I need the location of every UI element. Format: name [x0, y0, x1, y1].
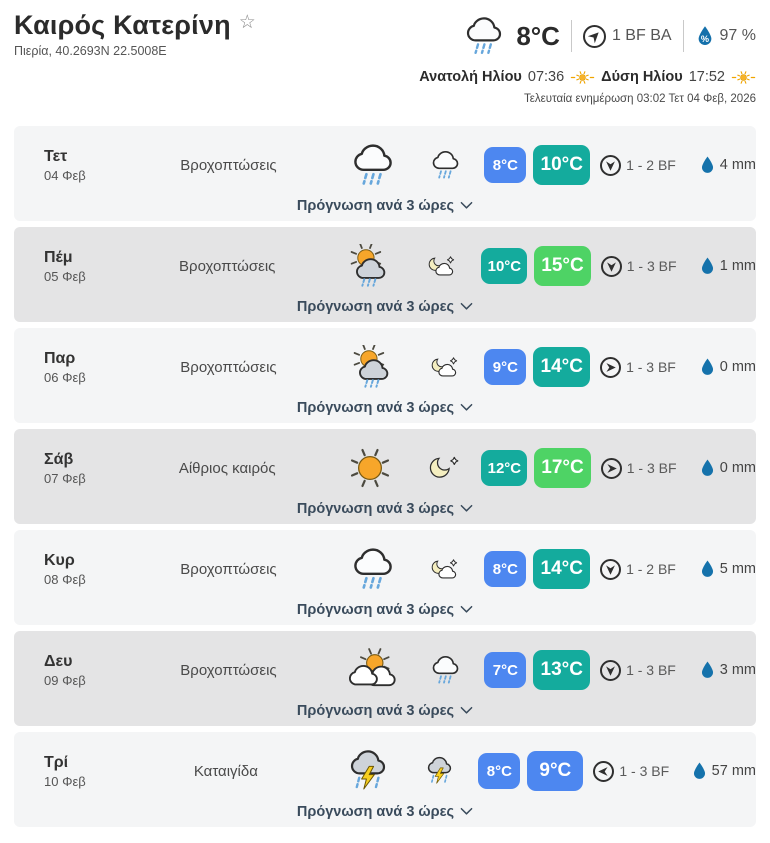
condition-text: Βροχοπτώσεις — [180, 661, 277, 679]
precipitation-amount: 0 mm — [719, 460, 756, 476]
precipitation-amount: 4 mm — [719, 157, 757, 173]
three-hour-forecast-toggle[interactable] — [14, 703, 756, 719]
three-hour-forecast-label: Πρόγνωση ανά 3 ώρες — [296, 299, 455, 315]
day-label-block — [14, 552, 130, 587]
forecast-day-row — [14, 328, 756, 423]
day-date: 06 Φεβ — [44, 369, 86, 385]
sunset-time: 17:52 — [688, 69, 725, 85]
min-temp-badge: 8°C — [484, 147, 526, 183]
day-date: 08 Φεβ — [44, 571, 86, 587]
precipitation-amount: 1 mm — [719, 258, 756, 274]
rain-icon — [419, 150, 473, 180]
page-title: Καιρός Κατερίνη — [14, 10, 231, 40]
raindrop-icon — [699, 357, 716, 377]
chevron-down-icon — [460, 299, 473, 315]
forecast-day-row — [14, 126, 756, 221]
forecast-day-row — [14, 429, 756, 524]
max-temp-badge: 9°C — [527, 751, 583, 791]
precipitation-amount: 0 mm — [719, 359, 757, 375]
chevron-down-icon — [460, 501, 473, 517]
sun-cloud-icon — [327, 648, 419, 692]
header — [14, 10, 756, 122]
sun-times — [419, 69, 756, 85]
day-date: 09 Φεβ — [44, 672, 86, 688]
three-hour-forecast-label: Πρόγνωση ανά 3 ώρες — [296, 501, 455, 517]
min-temp-badge: 8°C — [478, 753, 520, 789]
three-hour-forecast-label: Πρόγνωση ανά 3 ώρες — [296, 198, 455, 214]
three-hour-forecast-label: Πρόγνωση ανά 3 ώρες — [296, 400, 455, 416]
min-temp-badge: 12°C — [481, 450, 527, 486]
last-updated: Τελευταία ενημέρωση 03:02 Τετ 04 Φεβ, 2026 — [524, 93, 756, 105]
max-temp-badge: 10°C — [533, 145, 590, 185]
svg-text:%: % — [700, 33, 709, 44]
condition-text: Βροχοπτώσεις — [180, 560, 277, 578]
chevron-down-icon — [460, 400, 473, 416]
rain-icon — [419, 655, 473, 685]
max-temp-badge: 15°C — [534, 246, 590, 286]
condition-text: Καταιγίδα — [193, 762, 258, 780]
divider — [571, 20, 572, 52]
wind-speed: 1 - 2 BF — [626, 157, 676, 173]
moon-cloud-icon — [419, 554, 473, 584]
chevron-down-icon — [460, 198, 473, 214]
sunrise-label: Ανατολή Ηλίου — [419, 69, 522, 85]
three-hour-forecast-toggle[interactable] — [14, 400, 756, 416]
location-block — [14, 10, 256, 58]
wind-compass-icon — [583, 25, 606, 48]
wind-direction-icon — [601, 458, 622, 479]
day-name: Παρ — [44, 349, 76, 367]
rain-icon — [327, 547, 419, 591]
favorite-star-icon[interactable]: ☆ — [238, 12, 256, 33]
sunset-label: Δύση Ηλίου — [601, 69, 683, 85]
wind-speed: 1 - 2 BF — [626, 561, 676, 577]
wind-direction-icon — [600, 559, 621, 580]
wind-direction-icon — [600, 357, 621, 378]
day-label-block — [14, 451, 130, 486]
sun-icon — [325, 446, 416, 490]
divider — [683, 20, 684, 52]
three-hour-forecast-label: Πρόγνωση ανά 3 ώρες — [296, 602, 455, 618]
forecast-list — [14, 126, 756, 827]
current-conditions — [462, 16, 756, 56]
current-wind: 1 BF ΒΑ — [611, 27, 672, 44]
wind-speed: 1 - 3 BF — [626, 662, 676, 678]
precipitation-amount: 57 mm — [711, 763, 756, 779]
day-name: Τρί — [44, 753, 69, 771]
moon-icon — [416, 453, 469, 483]
wind-direction-icon — [601, 256, 622, 277]
current-humidity: 97 % — [719, 27, 756, 44]
day-label-block — [14, 148, 130, 183]
day-name: Τετ — [44, 147, 68, 165]
raindrop-icon — [699, 660, 716, 680]
sunset-sun-icon — [731, 70, 756, 85]
precipitation-amount: 5 mm — [719, 561, 757, 577]
wind-speed: 1 - 3 BF — [626, 258, 677, 274]
storm-icon — [413, 756, 466, 786]
three-hour-forecast-label: Πρόγνωση ανά 3 ώρες — [296, 804, 455, 820]
max-temp-badge: 14°C — [533, 549, 590, 589]
precipitation-amount: 3 mm — [719, 662, 757, 678]
condition-text: Βροχοπτώσεις — [180, 156, 277, 174]
moon-cloud-icon — [416, 251, 469, 281]
wind-direction-icon — [600, 660, 621, 681]
raindrop-icon — [699, 256, 716, 276]
forecast-day-row — [14, 631, 756, 726]
raindrop-icon — [699, 155, 716, 175]
current-temperature: 8°C — [516, 20, 560, 51]
condition-text: Βροχοπτώσεις — [180, 358, 277, 376]
day-name: Δευ — [44, 652, 73, 670]
three-hour-forecast-toggle[interactable] — [14, 299, 756, 315]
sunrise-time: 07:36 — [527, 69, 565, 85]
rain-icon — [327, 143, 419, 187]
condition-text: Βροχοπτώσεις — [179, 257, 276, 275]
wind-speed: 1 - 3 BF — [626, 460, 677, 476]
min-temp-badge: 9°C — [484, 349, 526, 385]
chevron-down-icon — [460, 602, 473, 618]
wind-direction-icon — [600, 155, 621, 176]
max-temp-badge: 14°C — [533, 347, 590, 387]
three-hour-forecast-label: Πρόγνωση ανά 3 ώρες — [296, 703, 455, 719]
condition-text: Αίθριος καιρός — [178, 459, 276, 477]
day-label-block — [14, 754, 129, 789]
min-temp-badge: 8°C — [484, 551, 526, 587]
sunrise-sun-icon — [570, 70, 595, 85]
day-label-block — [14, 350, 130, 385]
wind-direction-icon — [593, 761, 614, 782]
rain-cloud-icon — [462, 16, 506, 56]
max-temp-badge: 17°C — [534, 448, 590, 488]
raindrop-icon — [691, 761, 708, 781]
min-temp-badge: 7°C — [484, 652, 526, 688]
current-conditions-block — [419, 10, 756, 105]
chevron-down-icon — [460, 804, 473, 820]
sun-rain-icon — [325, 244, 416, 288]
day-date: 05 Φεβ — [44, 268, 86, 284]
forecast-day-row — [14, 732, 756, 827]
three-hour-forecast-toggle[interactable] — [14, 501, 756, 517]
storm-icon — [323, 749, 414, 793]
location-coordinates: Πιερία, 40.2693N 22.5008E — [14, 44, 167, 58]
day-label-block — [14, 249, 130, 284]
wind-speed: 1 - 3 BF — [626, 359, 676, 375]
sun-rain-icon — [327, 345, 419, 389]
forecast-day-row — [14, 530, 756, 625]
chevron-down-icon — [460, 703, 473, 719]
day-label-block — [14, 653, 130, 688]
moon-cloud-icon — [419, 352, 473, 382]
three-hour-forecast-toggle[interactable] — [14, 198, 756, 214]
day-date: 04 Φεβ — [44, 167, 86, 183]
day-date: 07 Φεβ — [44, 470, 86, 486]
forecast-day-row — [14, 227, 756, 322]
three-hour-forecast-toggle[interactable] — [14, 602, 756, 618]
min-temp-badge: 10°C — [481, 248, 527, 284]
three-hour-forecast-toggle[interactable] — [14, 804, 756, 820]
day-name: Κυρ — [44, 551, 75, 569]
day-name: Πέμ — [44, 248, 73, 266]
raindrop-icon — [699, 559, 716, 579]
wind-speed: 1 - 3 BF — [619, 763, 670, 779]
max-temp-badge: 13°C — [533, 650, 590, 690]
day-date: 10 Φεβ — [44, 773, 86, 789]
humidity-drop-icon — [695, 25, 715, 47]
day-name: Σάβ — [44, 450, 74, 468]
raindrop-icon — [699, 458, 716, 478]
